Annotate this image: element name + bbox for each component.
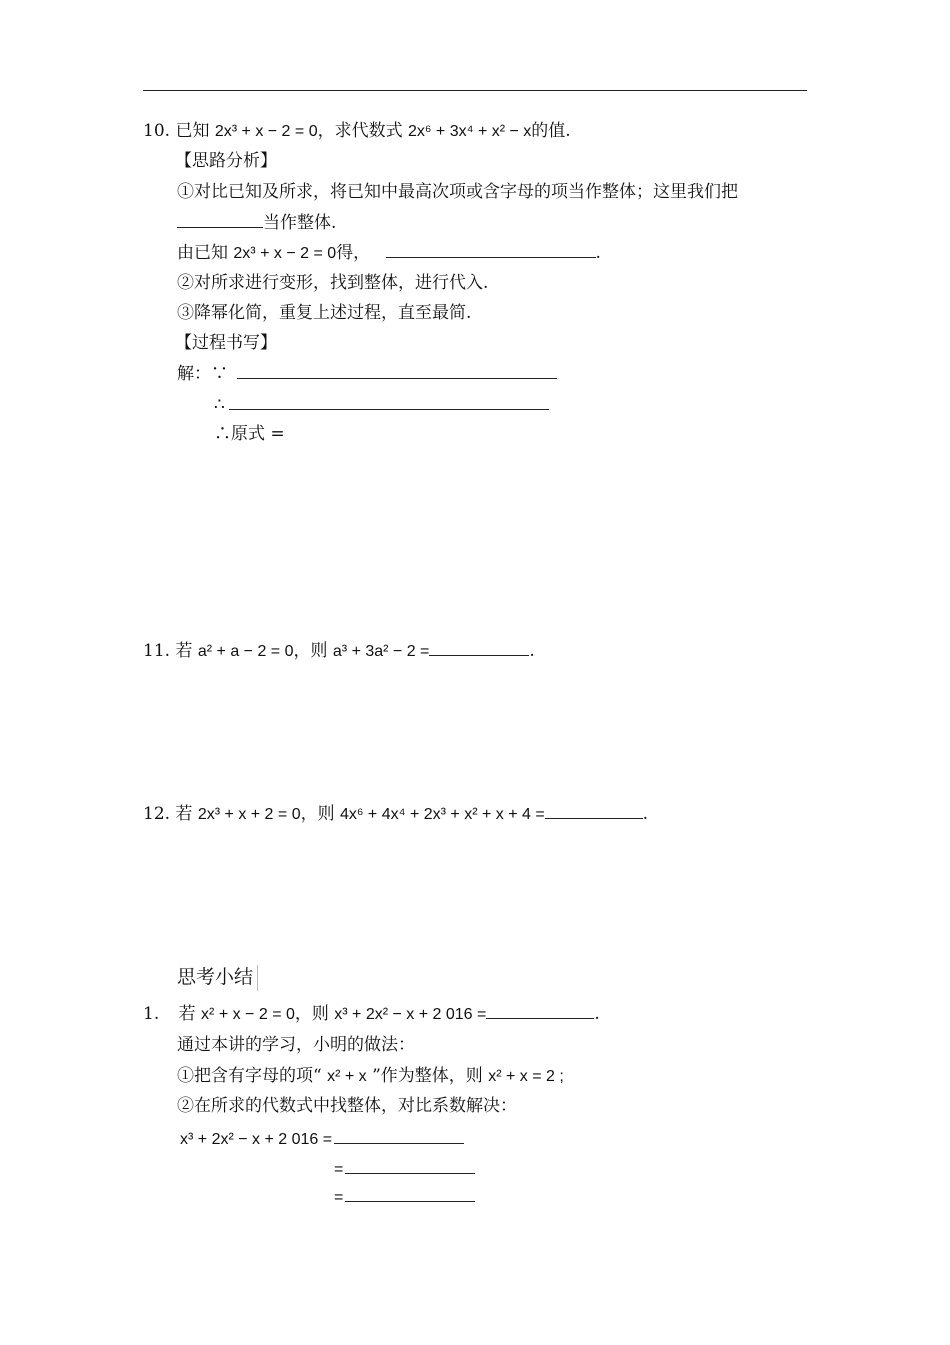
summary-step-1: ①把含有字母的项“ x² + x ”作为整体，则 x² + x = 2 ; [177,1066,564,1086]
answer-blank[interactable] [545,804,643,819]
summary-question-1: 1. 若 x² + x − 2 = 0，则 x³ + 2x² − x + 2 016 = . [143,1004,600,1024]
answer-blank[interactable] [429,641,529,656]
question-number: 1. [143,1004,160,1024]
analysis-step-2: ②对所求进行变形，找到整体，进行代入. [177,273,489,293]
summary-intro: 通过本讲的学习，小明的做法： [177,1035,415,1055]
solution-because: 解：∵ [177,363,557,385]
solution-therefore: ∴ [214,394,549,416]
calculation-line-1: x³ + 2x² − x + 2 016 = [180,1128,464,1151]
process-title: 【过程书写】 [175,333,277,353]
question-10: 10. 已知 2x³ + x − 2 = 0，求代数式 2x⁶ + 3x⁴ + x² − x的值. [143,121,571,141]
question-12: 12. 若 2x³ + x + 2 = 0，则 4x⁶ + 4x⁴ + 2x³ + x² + x + 4 = . [143,804,649,824]
summary-step-2: ②在所求的代数式中找整体，对比系数解决： [177,1096,517,1116]
analysis-from-known: 由已知 2x³ + x − 2 = 0得， . [177,243,601,263]
analysis-step-1: ①对比已知及所求，将已知中最高次项或含字母的项当作整体；这里我们把 [177,182,738,202]
answer-blank[interactable] [177,213,263,228]
calculation-line-2: = [334,1158,475,1181]
answer-blank[interactable] [386,243,596,258]
section-heading: 思考小结 [177,965,258,991]
answer-blank[interactable] [237,364,557,379]
question-number: 10. [143,121,171,141]
question-11: 11. 若 a² + a − 2 = 0，则 a³ + 3a² − 2 = . [143,641,535,661]
header-rule [143,90,807,91]
analysis-step-3: ③降幂化简，重复上述过程，直至最简. [177,303,472,323]
target-expression: 2x⁶ + 3x⁴ + x² − x [408,123,532,140]
solution-original: ∴原式 = [214,424,285,444]
answer-blank[interactable] [229,395,549,410]
heading-divider [257,965,258,991]
question-number: 11. [143,641,171,661]
analysis-title: 【思路分析】 [175,151,277,171]
answer-blank[interactable] [334,1129,464,1144]
question-number: 12. [143,804,171,824]
answer-blank[interactable] [345,1159,475,1174]
answer-blank[interactable] [345,1187,475,1202]
calculation-line-3: = [334,1186,475,1209]
answer-blank[interactable] [486,1004,594,1019]
given-equation: 2x³ + x − 2 = 0 [214,123,318,140]
analysis-step-1-cont: 当作整体. [177,212,336,234]
